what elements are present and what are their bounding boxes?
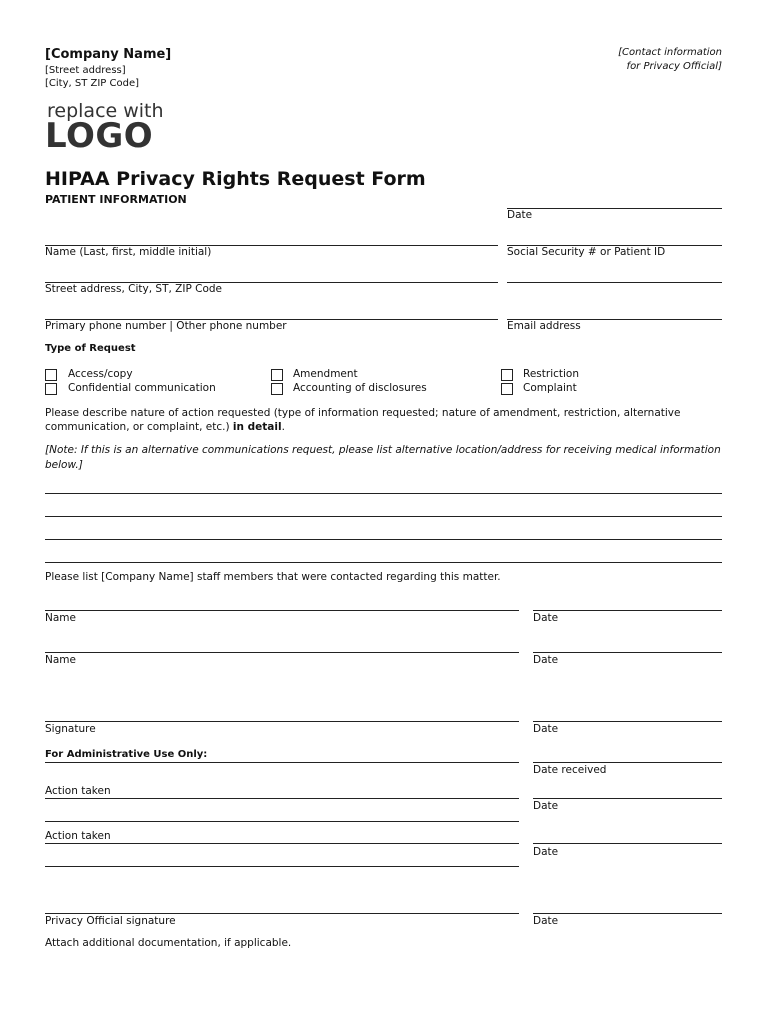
- staff-name-line-1[interactable]: [45, 610, 519, 611]
- company-name: [Company Name]: [45, 47, 172, 62]
- admin-use-heading: For Administrative Use Only:: [45, 749, 208, 760]
- action-date-line-1[interactable]: [533, 798, 722, 799]
- type-of-request-heading: Type of Request: [45, 343, 136, 354]
- admin-top-line[interactable]: [45, 762, 519, 763]
- confidential-communication-label: Confidential communication: [68, 382, 216, 394]
- signature-date-label: Date: [533, 723, 559, 735]
- signature-date-line[interactable]: [533, 721, 722, 722]
- email-label: Email address: [507, 320, 581, 332]
- describe-instructions: [45, 406, 725, 434]
- description-line-2[interactable]: [45, 516, 722, 517]
- restriction-checkbox[interactable]: [501, 369, 513, 381]
- staff-name-line-2[interactable]: [45, 652, 519, 653]
- access-copy-checkbox[interactable]: [45, 369, 57, 381]
- action-date-label-1: Date: [533, 800, 559, 812]
- privacy-signature-line[interactable]: [45, 913, 519, 914]
- staff-instructions: Please list [Company Name] staff members that were contacted regarding this matter.: [45, 571, 501, 583]
- describe-emphasis: in detail: [232, 421, 282, 433]
- staff-date-label-2: Date: [533, 654, 559, 666]
- name-label: Name (Last, first, middle initial): [45, 246, 212, 258]
- logo-placeholder-text: replace with: [47, 100, 164, 122]
- signature-label: Signature: [45, 723, 96, 735]
- signature-line[interactable]: [45, 721, 519, 722]
- date-received-line[interactable]: [533, 762, 722, 763]
- staff-name-label-1: Name: [45, 612, 76, 624]
- describe-period: .: [281, 421, 285, 433]
- date-line[interactable]: [507, 208, 722, 209]
- note-text: [Note: If this is an alternative communications request, please list alternative location/address for receiving medical information below.]: [45, 444, 721, 471]
- restriction-label: Restriction: [523, 368, 579, 380]
- contact-info-line1: [Contact information: [618, 47, 722, 58]
- city-state-zip: [City, ST ZIP Code]: [45, 78, 140, 89]
- ssn-label: Social Security # or Patient ID: [507, 246, 666, 258]
- description-line-4[interactable]: [45, 562, 722, 563]
- complaint-label: Complaint: [523, 382, 577, 394]
- description-line-1[interactable]: [45, 493, 722, 494]
- street-extra-line[interactable]: [507, 282, 722, 283]
- amendment-label: Amendment: [293, 368, 358, 380]
- privacy-date-label: Date: [533, 915, 559, 927]
- street-address: [Street address]: [45, 65, 126, 76]
- action-taken-line-2b[interactable]: [45, 866, 519, 867]
- logo-placeholder: LOGO: [45, 116, 154, 156]
- privacy-date-line[interactable]: [533, 913, 722, 914]
- accounting-of-disclosures-label: Accounting of disclosures: [293, 382, 427, 394]
- action-taken-line-2[interactable]: [45, 843, 519, 844]
- accounting-of-disclosures-checkbox[interactable]: [271, 383, 283, 395]
- complaint-checkbox[interactable]: [501, 383, 513, 395]
- description-line-3[interactable]: [45, 539, 722, 540]
- date-received-label: Date received: [533, 764, 607, 776]
- staff-name-label-2: Name: [45, 654, 76, 666]
- attach-note: Attach additional documentation, if applicable.: [45, 937, 292, 949]
- amendment-checkbox[interactable]: [271, 369, 283, 381]
- privacy-signature-label: Privacy Official signature: [45, 915, 176, 927]
- action-date-label-2: Date: [533, 846, 559, 858]
- staff-date-line-1[interactable]: [533, 610, 722, 611]
- section-patient-info: PATIENT INFORMATION: [45, 193, 187, 206]
- access-copy-label: Access/copy: [68, 368, 133, 380]
- describe-text: Please describe nature of action requested (type of information requested; nature of amendment, restriction, alternative communication, or complaint, etc.): [45, 407, 681, 433]
- form-title: HIPAA Privacy Rights Request Form: [45, 168, 426, 190]
- street-label: Street address, City, ST, ZIP Code: [45, 283, 223, 295]
- action-taken-line-1b[interactable]: [45, 821, 519, 822]
- staff-date-line-2[interactable]: [533, 652, 722, 653]
- contact-info-line2: for Privacy Official]: [626, 61, 722, 72]
- phone-label: Primary phone number | Other phone number: [45, 320, 287, 332]
- date-label: Date: [507, 209, 533, 221]
- action-date-line-2[interactable]: [533, 843, 722, 844]
- action-taken-label-2: Action taken: [45, 830, 111, 842]
- action-taken-line-1[interactable]: [45, 798, 519, 799]
- action-taken-label-1: Action taken: [45, 785, 111, 797]
- staff-date-label-1: Date: [533, 612, 559, 624]
- confidential-communication-checkbox[interactable]: [45, 383, 57, 395]
